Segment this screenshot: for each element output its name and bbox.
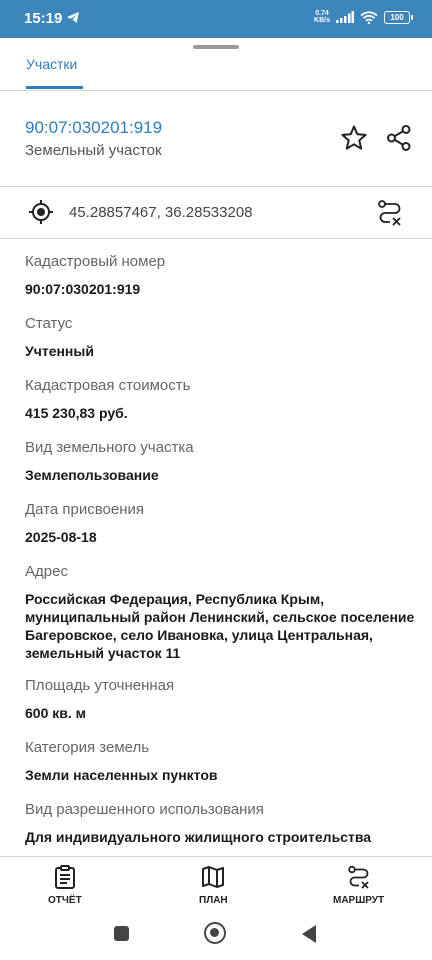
divider — [0, 238, 432, 239]
status-bar — [0, 0, 432, 38]
nav-label: МАРШРУТ — [333, 895, 385, 906]
bottom-nav — [0, 857, 432, 917]
field-status — [25, 315, 415, 360]
field-value: 90:07:030201:919 — [25, 281, 141, 297]
field-cadastral-number — [25, 253, 415, 298]
nav-label: ОТЧЁТ — [48, 895, 82, 906]
field-value: 2025-08-18 — [25, 529, 97, 545]
tab-parcels[interactable]: Участки — [26, 56, 78, 72]
field-assignment-date — [25, 501, 415, 546]
divider — [0, 186, 432, 187]
cadastral-number-title[interactable]: 90:07:030201:919 — [25, 118, 163, 137]
field-label: Дата присвоения — [25, 501, 144, 518]
home-circle-icon[interactable] — [204, 922, 226, 944]
coordinates-text[interactable]: 45.28857467, 36.28533208 — [69, 204, 253, 221]
field-value: Для индивидуального жилищного строительства — [25, 829, 372, 845]
field-value — [25, 590, 415, 662]
net-speed — [314, 10, 330, 24]
nav-report-button[interactable] — [48, 865, 82, 906]
field-label: Кадастровый номер — [25, 253, 166, 270]
status-icons — [314, 10, 410, 24]
field-land-category — [25, 739, 415, 784]
report-clipboard-icon — [54, 865, 76, 889]
status-time: 15:19 — [24, 10, 63, 27]
route-clear-icon[interactable] — [377, 199, 403, 227]
field-value: 415 230,83 руб. — [25, 405, 128, 421]
star-icon[interactable] — [340, 124, 368, 152]
nav-plan-button[interactable] — [199, 865, 228, 906]
field-label: Вид земельного участка — [25, 439, 194, 456]
field-label: Вид разрешенного использования — [25, 801, 264, 818]
field-label: Категория земель — [25, 739, 150, 756]
nav-label: ПЛАН — [199, 895, 228, 906]
battery-level: 100 — [390, 12, 404, 22]
field-land-type — [25, 439, 415, 484]
field-value: Землепользование — [25, 467, 159, 483]
address-line: Российская Федерация, Республика Крым, — [25, 591, 325, 607]
address-line: Багеровское, село Ивановка, улица Центральная, — [25, 627, 373, 643]
telegram-icon — [66, 11, 80, 24]
system-nav-bar — [0, 917, 432, 960]
battery-icon — [384, 11, 410, 24]
recents-square-icon[interactable] — [114, 926, 129, 941]
field-label: Адрес — [25, 563, 68, 580]
sheet-drag-handle[interactable] — [193, 45, 239, 49]
field-value: Учтенный — [25, 343, 94, 359]
field-cadastral-value — [25, 377, 415, 422]
object-type-subtitle: Земельный участок — [25, 142, 162, 159]
gps-target-icon[interactable] — [28, 199, 54, 225]
share-icon[interactable] — [385, 124, 413, 152]
field-label: Площадь уточненная — [25, 677, 175, 694]
address-line: муниципальный район Ленинский, сельское поселение — [25, 609, 415, 625]
wifi-icon — [360, 11, 378, 24]
field-refined-area — [25, 677, 415, 722]
field-value: Земли населенных пунктов — [25, 767, 218, 783]
field-permitted-use — [25, 801, 415, 846]
net-speed-unit: KB/s — [314, 17, 330, 24]
field-value: 600 кв. м — [25, 705, 86, 721]
tab-indicator — [26, 86, 83, 89]
route-icon — [347, 865, 371, 889]
field-address — [25, 563, 415, 662]
signal-icon — [336, 11, 354, 23]
address-line: земельный участок 11 — [25, 645, 181, 661]
nav-route-button[interactable] — [333, 865, 384, 906]
divider — [0, 90, 432, 91]
map-icon — [201, 865, 225, 889]
field-label: Статус — [25, 315, 73, 332]
field-label: Кадастровая стоимость — [25, 377, 191, 394]
back-triangle-icon[interactable] — [302, 925, 316, 943]
net-speed-value: 0.74 — [315, 10, 329, 17]
